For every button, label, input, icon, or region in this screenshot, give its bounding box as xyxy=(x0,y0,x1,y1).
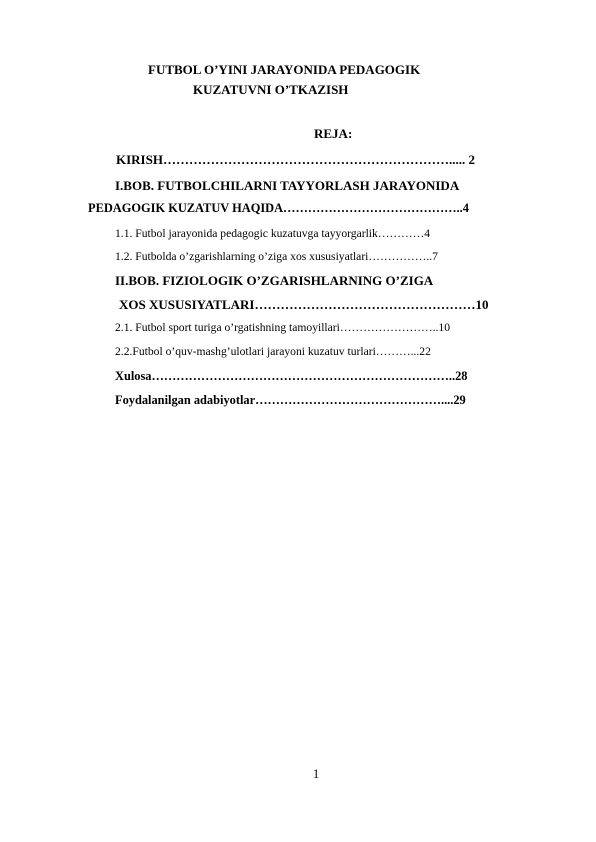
toc-entry-adabiyotlar: Foydalanilgan adabiyotlar………………………………………....29 xyxy=(115,393,466,407)
toc-entry-kirish: KIRISH…………………………………………………………..... 2 xyxy=(116,152,475,167)
title-line-2: KUZATUVNI O’TKAZISH xyxy=(193,82,349,97)
toc-entry-bob2-line1: II.BOB. FIZIOLOGIK O’ZGARISHLARNING O’ZIGA xyxy=(115,273,434,288)
toc-entry-2-2: 2.2.Futbol o’quv-mashg’ulotlari jarayoni kuzatuv turlari………...22 xyxy=(115,345,431,358)
toc-entry-bob1-line2: PEDAGOGIK KUZATUV HAQIDA……………………………………..4 xyxy=(88,201,469,215)
toc-entry-2-1: 2.1. Futbol sport turiga o’rgatishning tamoyillari……………………..10 xyxy=(115,321,451,334)
toc-heading: REJA: xyxy=(314,126,353,141)
page-number: 1 xyxy=(313,767,320,781)
toc-entry-1-2: 1.2. Futbolda o’zgarishlarning o’ziga xos xususiyatlari……………..7 xyxy=(115,250,438,263)
toc-entry-bob1-line1: I.BOB. FUTBOLCHILARNI TAYYORLASH JARAYONIDA xyxy=(115,178,460,193)
toc-entry-xulosa: Xulosa………………………………………………………………..28 xyxy=(115,369,468,383)
toc-entry-1-1: 1.1. Futbol jarayonida pedagogic kuzatuvga tayyorgarlik…………4 xyxy=(115,227,431,240)
title-line-1: FUTBOL O’YINI JARAYONIDA PEDAGOGIK xyxy=(148,62,421,77)
toc-entry-bob2-line2: XOS XUSUSIYATLARI……………………………………………10 xyxy=(119,297,489,312)
